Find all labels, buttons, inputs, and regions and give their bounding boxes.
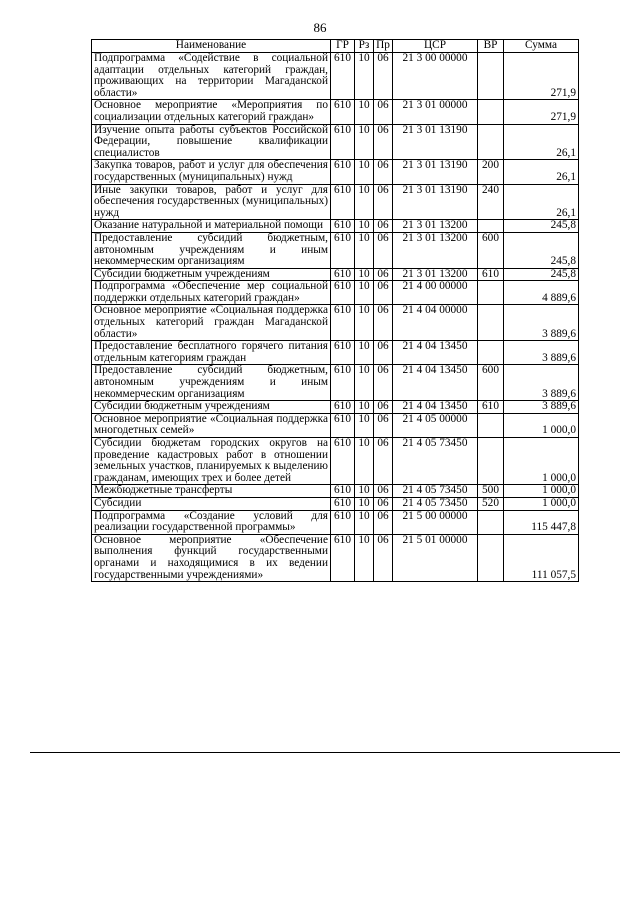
header-name: Наименование — [92, 40, 331, 53]
cell-pr: 06 — [374, 220, 393, 233]
cell-gr: 610 — [331, 438, 355, 485]
cell-sum: 1 000,0 — [504, 497, 579, 510]
cell-gr: 610 — [331, 510, 355, 534]
cell-name: Субсидии — [92, 497, 331, 510]
cell-pr: 06 — [374, 100, 393, 124]
cell-pr: 06 — [374, 281, 393, 305]
table-row — [92, 510, 579, 534]
cell-sum: 271,9 — [504, 53, 579, 100]
page-bottom-rule — [30, 752, 620, 753]
table-row — [92, 232, 579, 268]
cell-name: Подпрограмма «Обеспечение мер социальной поддержки отдельных категорий граждан» — [92, 281, 331, 305]
cell-vr — [478, 100, 504, 124]
cell-vr: 500 — [478, 485, 504, 498]
cell-gr: 610 — [331, 485, 355, 498]
table-row — [92, 160, 579, 184]
header-gr: ГР — [331, 40, 355, 53]
cell-vr — [478, 53, 504, 100]
cell-pr: 06 — [374, 53, 393, 100]
cell-csr: 21 4 05 73450 — [393, 485, 478, 498]
cell-vr: 520 — [478, 497, 504, 510]
cell-name: Субсидии бюджетным учреждениям — [92, 268, 331, 281]
cell-pr: 06 — [374, 268, 393, 281]
cell-rz: 10 — [355, 160, 374, 184]
cell-pr: 06 — [374, 341, 393, 365]
cell-gr: 610 — [331, 53, 355, 100]
cell-pr: 06 — [374, 232, 393, 268]
table-row — [92, 365, 579, 401]
header-row — [92, 40, 579, 53]
cell-vr — [478, 413, 504, 437]
cell-csr: 21 3 01 13200 — [393, 232, 478, 268]
cell-csr: 21 4 04 13450 — [393, 341, 478, 365]
cell-name: Подпрограмма «Содействие в социальной адаптации отдельных категорий граждан, проживающих на территории Магаданской области» — [92, 53, 331, 100]
cell-pr: 06 — [374, 305, 393, 341]
table-row — [92, 497, 579, 510]
table-row — [92, 438, 579, 485]
page-number: 86 — [313, 20, 327, 35]
cell-rz: 10 — [355, 184, 374, 220]
header-vr: ВР — [478, 40, 504, 53]
cell-sum: 26,1 — [504, 124, 579, 160]
cell-pr: 06 — [374, 124, 393, 160]
cell-csr: 21 4 05 73450 — [393, 438, 478, 485]
cell-name: Основное мероприятие «Обеспечение выполнения функций государственными органами и находящимися в их ведении государственными учреждениями» — [92, 534, 331, 581]
cell-csr: 21 4 05 00000 — [393, 413, 478, 437]
table-row — [92, 534, 579, 581]
cell-gr: 610 — [331, 401, 355, 414]
cell-vr: 600 — [478, 365, 504, 401]
cell-gr: 610 — [331, 281, 355, 305]
cell-sum: 115 447,8 — [504, 510, 579, 534]
cell-gr: 610 — [331, 534, 355, 581]
cell-sum: 3 889,6 — [504, 401, 579, 414]
budget-table — [91, 39, 579, 582]
cell-name: Основное мероприятие «Социальная поддержка отдельных категорий граждан Магаданской области» — [92, 305, 331, 341]
header-csr: ЦСР — [393, 40, 478, 53]
cell-csr: 21 3 01 13190 — [393, 160, 478, 184]
cell-name: Закупка товаров, работ и услуг для обеспечения государственных (муниципальных) нужд — [92, 160, 331, 184]
cell-name: Подпрограмма «Создание условий для реализации государственной программы» — [92, 510, 331, 534]
header-sum: Сумма — [504, 40, 579, 53]
cell-rz: 10 — [355, 100, 374, 124]
cell-gr: 610 — [331, 341, 355, 365]
cell-csr: 21 4 04 13450 — [393, 401, 478, 414]
cell-csr: 21 4 04 00000 — [393, 305, 478, 341]
cell-rz: 10 — [355, 438, 374, 485]
table-row — [92, 401, 579, 414]
cell-gr: 610 — [331, 184, 355, 220]
cell-pr: 06 — [374, 184, 393, 220]
cell-vr — [478, 341, 504, 365]
cell-rz: 10 — [355, 220, 374, 233]
table-row — [92, 268, 579, 281]
table-row — [92, 485, 579, 498]
cell-sum: 245,8 — [504, 220, 579, 233]
cell-csr: 21 3 01 13190 — [393, 124, 478, 160]
cell-name: Основное мероприятие «Мероприятия по социализации отдельных категорий граждан» — [92, 100, 331, 124]
cell-name: Субсидии бюджетным учреждениям — [92, 401, 331, 414]
cell-rz: 10 — [355, 268, 374, 281]
cell-csr: 21 4 00 00000 — [393, 281, 478, 305]
cell-csr: 21 3 01 13190 — [393, 184, 478, 220]
cell-vr — [478, 438, 504, 485]
cell-vr: 600 — [478, 232, 504, 268]
cell-gr: 610 — [331, 413, 355, 437]
cell-rz: 10 — [355, 534, 374, 581]
table-row — [92, 341, 579, 365]
table-row — [92, 220, 579, 233]
cell-vr: 610 — [478, 401, 504, 414]
cell-pr: 06 — [374, 401, 393, 414]
cell-pr: 06 — [374, 160, 393, 184]
cell-rz: 10 — [355, 281, 374, 305]
cell-rz: 10 — [355, 485, 374, 498]
table-row — [92, 281, 579, 305]
cell-gr: 610 — [331, 160, 355, 184]
table-row — [92, 53, 579, 100]
cell-gr: 610 — [331, 268, 355, 281]
cell-csr: 21 3 01 00000 — [393, 100, 478, 124]
cell-sum: 111 057,5 — [504, 534, 579, 581]
cell-sum: 26,1 — [504, 184, 579, 220]
cell-name: Основное мероприятие «Социальная поддержка многодетных семей» — [92, 413, 331, 437]
cell-csr: 21 4 04 13450 — [393, 365, 478, 401]
cell-pr: 06 — [374, 365, 393, 401]
cell-rz: 10 — [355, 401, 374, 414]
cell-name: Межбюджетные трансферты — [92, 485, 331, 498]
cell-name: Предоставление субсидий бюджетным, автономным учреждениям и иным некоммерческим организациям — [92, 232, 331, 268]
cell-sum: 4 889,6 — [504, 281, 579, 305]
table-body — [92, 53, 579, 582]
cell-rz: 10 — [355, 53, 374, 100]
cell-csr: 21 3 01 13200 — [393, 220, 478, 233]
cell-sum: 1 000,0 — [504, 485, 579, 498]
cell-gr: 610 — [331, 497, 355, 510]
cell-sum: 245,8 — [504, 268, 579, 281]
cell-rz: 10 — [355, 341, 374, 365]
cell-name: Предоставление субсидий бюджетным, автономным учреждениям и иным некоммерческим организациям — [92, 365, 331, 401]
cell-name: Субсидии бюджетам городских округов на проведение кадастровых работ в отношении земельных участков, планируемых к выделению гражданам, имеющих трех и более детей — [92, 438, 331, 485]
cell-sum: 271,9 — [504, 100, 579, 124]
cell-gr: 610 — [331, 220, 355, 233]
cell-pr: 06 — [374, 497, 393, 510]
cell-vr — [478, 124, 504, 160]
cell-gr: 610 — [331, 305, 355, 341]
cell-rz: 10 — [355, 365, 374, 401]
cell-rz: 10 — [355, 124, 374, 160]
cell-csr: 21 3 01 13200 — [393, 268, 478, 281]
cell-vr — [478, 510, 504, 534]
cell-sum: 26,1 — [504, 160, 579, 184]
cell-name: Предоставление бесплатного горячего питания отдельным категориям граждан — [92, 341, 331, 365]
header-rz: Рз — [355, 40, 374, 53]
header-pr: Пр — [374, 40, 393, 53]
cell-rz: 10 — [355, 510, 374, 534]
cell-name: Изучение опыта работы субъектов Российской Федерации, повышение квалификации специалистов — [92, 124, 331, 160]
cell-pr: 06 — [374, 534, 393, 581]
cell-rz: 10 — [355, 232, 374, 268]
cell-vr: 240 — [478, 184, 504, 220]
cell-csr: 21 3 00 00000 — [393, 53, 478, 100]
cell-gr: 610 — [331, 124, 355, 160]
table-header — [92, 40, 579, 53]
cell-sum: 3 889,6 — [504, 305, 579, 341]
cell-vr — [478, 281, 504, 305]
cell-pr: 06 — [374, 485, 393, 498]
cell-sum: 1 000,0 — [504, 413, 579, 437]
table-row — [92, 413, 579, 437]
cell-name: Иные закупки товаров, работ и услуг для обеспечения государственных (муниципальных) нужд — [92, 184, 331, 220]
cell-sum: 3 889,6 — [504, 365, 579, 401]
table-row — [92, 305, 579, 341]
cell-gr: 610 — [331, 365, 355, 401]
cell-rz: 10 — [355, 497, 374, 510]
cell-vr: 610 — [478, 268, 504, 281]
cell-rz: 10 — [355, 413, 374, 437]
cell-sum: 1 000,0 — [504, 438, 579, 485]
cell-vr: 200 — [478, 160, 504, 184]
cell-gr: 610 — [331, 100, 355, 124]
table-row — [92, 124, 579, 160]
cell-rz: 10 — [355, 305, 374, 341]
cell-vr — [478, 220, 504, 233]
table-row — [92, 100, 579, 124]
cell-csr: 21 5 01 00000 — [393, 534, 478, 581]
cell-pr: 06 — [374, 413, 393, 437]
cell-csr: 21 4 05 73450 — [393, 497, 478, 510]
cell-vr — [478, 534, 504, 581]
cell-pr: 06 — [374, 438, 393, 485]
cell-csr: 21 5 00 00000 — [393, 510, 478, 534]
cell-vr — [478, 305, 504, 341]
cell-gr: 610 — [331, 232, 355, 268]
cell-sum: 3 889,6 — [504, 341, 579, 365]
table-row — [92, 184, 579, 220]
cell-name: Оказание натуральной и материальной помощи — [92, 220, 331, 233]
cell-pr: 06 — [374, 510, 393, 534]
cell-sum: 245,8 — [504, 232, 579, 268]
